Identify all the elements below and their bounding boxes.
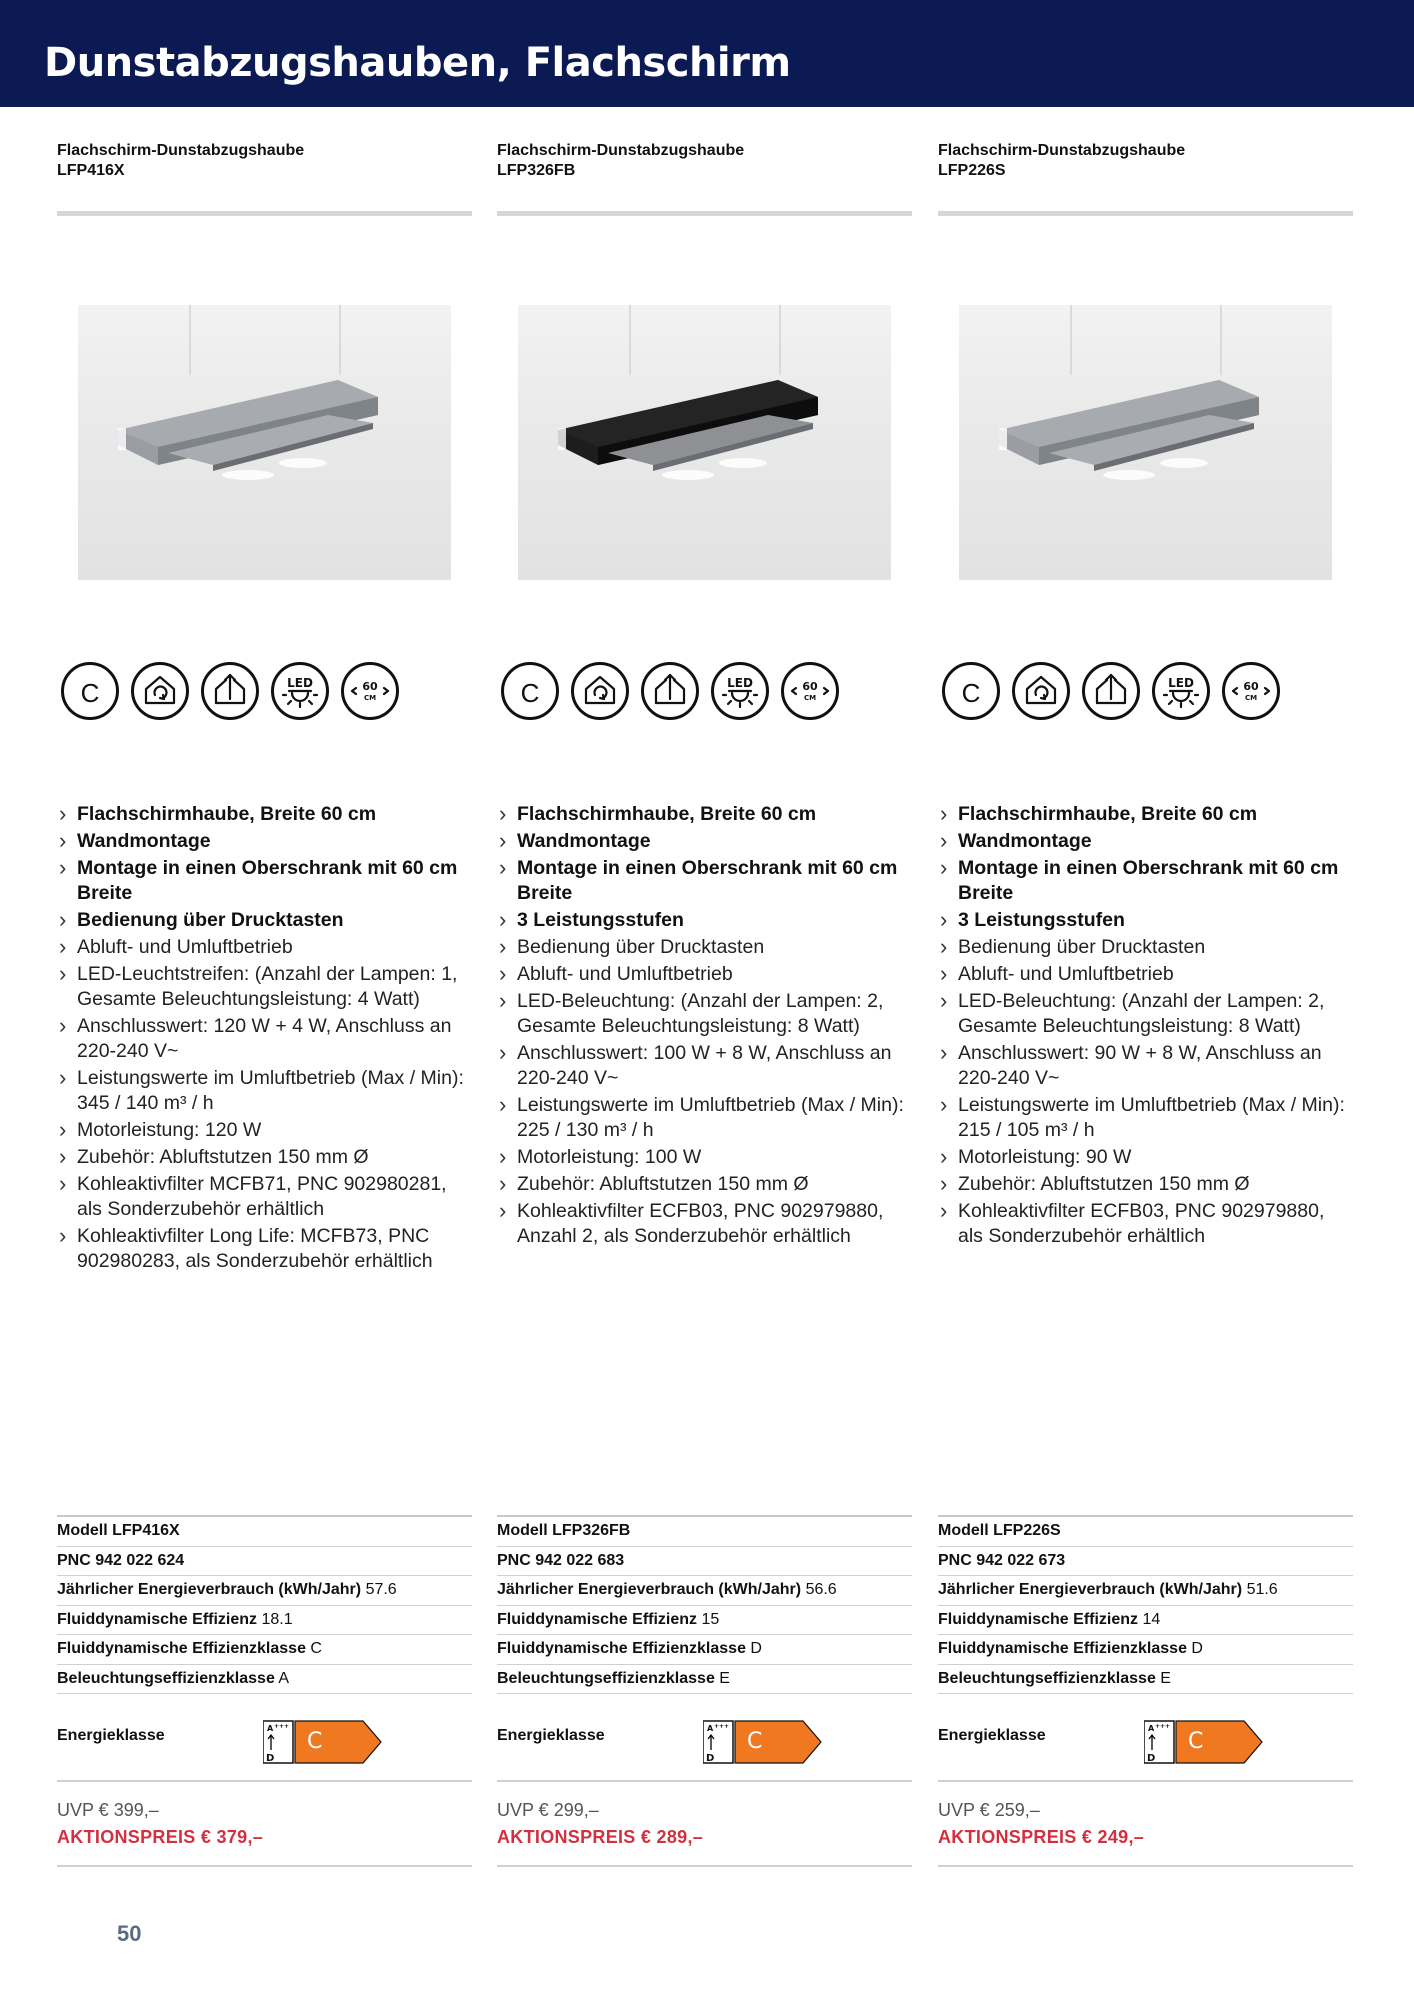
feature-item: › Kohleaktivfilter ECFB03, PNC 902979880, als Sonderzubehör erhältlich bbox=[938, 1199, 1353, 1249]
energy-label-badge bbox=[1144, 1720, 1264, 1769]
feature-icons bbox=[61, 662, 461, 722]
feature-item: › Flachschirmhaube, Breite 60 cm bbox=[938, 802, 1353, 827]
spec-row-energy-consumption: Jährlicher Energieverbrauch (kWh/Jahr) 57.6 bbox=[57, 1576, 472, 1606]
feature-list bbox=[497, 802, 912, 1251]
spec-row-pnc: PNC 942 022 624 bbox=[57, 1547, 472, 1577]
title-divider bbox=[497, 211, 912, 216]
uvp-price: UVP € 399,– bbox=[57, 1800, 159, 1820]
feature-item: › Flachschirmhaube, Breite 60 cm bbox=[57, 802, 472, 827]
spec-table bbox=[497, 1515, 912, 1782]
product-title bbox=[938, 141, 1353, 181]
feature-item: › Leistungswerte im Umluftbetrieb (Max / Min): 225 / 130 m³ / h bbox=[497, 1093, 912, 1143]
energy-class-row bbox=[497, 1694, 912, 1782]
svg-text:LED: LED bbox=[727, 676, 753, 690]
spec-table bbox=[57, 1515, 472, 1782]
feature-item: › Kohleaktivfilter Long Life: MCFB73, PNC 902980283, als Sonderzubehör erhältlich bbox=[57, 1224, 472, 1274]
svg-text:60: 60 bbox=[362, 680, 378, 693]
width-60cm-icon bbox=[781, 662, 839, 720]
spec-row-light-class: Beleuchtungseffizienzklasse A bbox=[57, 1665, 472, 1695]
svg-text:D: D bbox=[706, 1753, 715, 1764]
feature-item: › Zubehör: Abluftstutzen 150 mm Ø bbox=[938, 1172, 1353, 1197]
product-column bbox=[57, 107, 472, 1907]
price-block bbox=[938, 1797, 1353, 1867]
spec-row-fluid-efficiency: Fluiddynamische Effizienz 15 bbox=[497, 1606, 912, 1636]
svg-text:+++: +++ bbox=[714, 1723, 730, 1730]
feature-list bbox=[938, 802, 1353, 1251]
product-column bbox=[497, 107, 912, 1907]
product-category: Flachschirm-Dunstabzugshaube bbox=[57, 142, 305, 159]
product-title bbox=[497, 141, 912, 181]
energy-label-badge bbox=[263, 1720, 383, 1769]
feature-item: › Flachschirmhaube, Breite 60 cm bbox=[497, 802, 912, 827]
title-divider bbox=[938, 211, 1353, 216]
spec-row-fluid-class: Fluiddynamische Effizienzklasse D bbox=[938, 1635, 1353, 1665]
energy-class-letter: C bbox=[1188, 1729, 1204, 1754]
feature-item: › Abluft- und Umluftbetrieb bbox=[938, 962, 1353, 987]
energy-label-badge bbox=[703, 1720, 823, 1769]
feature-item: › Motorleistung: 100 W bbox=[497, 1145, 912, 1170]
energy-class-label: Energieklasse bbox=[57, 1727, 165, 1744]
svg-text:60: 60 bbox=[802, 680, 818, 693]
spec-row-fluid-efficiency: Fluiddynamische Effizienz 14 bbox=[938, 1606, 1353, 1636]
page-number: 50 bbox=[117, 1921, 142, 1946]
spec-row-light-class: Beleuchtungseffizienzklasse E bbox=[938, 1665, 1353, 1695]
extraction-icon bbox=[1082, 662, 1140, 720]
led-icon bbox=[1152, 662, 1210, 720]
price-block bbox=[57, 1797, 472, 1867]
feature-item: › Kohleaktivfilter MCFB71, PNC 902980281, als Sonderzubehör erhältlich bbox=[57, 1172, 472, 1222]
svg-text:+++: +++ bbox=[274, 1723, 290, 1730]
energy-class-letter: C bbox=[747, 1729, 763, 1754]
svg-text:D: D bbox=[266, 1753, 275, 1764]
feature-list bbox=[57, 802, 472, 1276]
price-block bbox=[497, 1797, 912, 1867]
product-title bbox=[57, 141, 472, 181]
spec-row-light-class: Beleuchtungseffizienzklasse E bbox=[497, 1665, 912, 1695]
svg-text:CM: CM bbox=[363, 694, 377, 702]
feature-item: › Anschlusswert: 90 W + 8 W, Anschluss an 220-240 V~ bbox=[938, 1041, 1353, 1091]
product-category: Flachschirm-Dunstabzugshaube bbox=[938, 142, 1186, 159]
spec-row-fluid-class: Fluiddynamische Effizienzklasse C bbox=[57, 1635, 472, 1665]
recirculation-icon bbox=[1012, 662, 1070, 720]
svg-text:A: A bbox=[267, 1724, 274, 1733]
product-image bbox=[518, 305, 891, 580]
feature-item: › Wandmontage bbox=[497, 829, 912, 854]
uvp-price: UVP € 259,– bbox=[938, 1800, 1040, 1820]
feature-item: › Montage in einen Oberschrank mit 60 cm Breite bbox=[938, 856, 1353, 906]
spec-row-pnc: PNC 942 022 683 bbox=[497, 1547, 912, 1577]
extraction-icon bbox=[201, 662, 259, 720]
promo-price: AKTIONSPREIS € 379,– bbox=[57, 1827, 264, 1847]
product-image bbox=[959, 305, 1332, 580]
svg-text:A: A bbox=[707, 1724, 714, 1733]
feature-item: › Leistungswerte im Umluftbetrieb (Max / Min): 345 / 140 m³ / h bbox=[57, 1066, 472, 1116]
feature-item: › Abluft- und Umluftbetrieb bbox=[497, 962, 912, 987]
promo-price: AKTIONSPREIS € 249,– bbox=[938, 1827, 1145, 1847]
product-model: LFP326FB bbox=[497, 162, 576, 179]
energy-class-c-icon: C bbox=[942, 662, 1000, 720]
energy-class-label: Energieklasse bbox=[497, 1727, 605, 1744]
svg-text:A: A bbox=[1148, 1724, 1155, 1733]
feature-item: › Montage in einen Oberschrank mit 60 cm Breite bbox=[497, 856, 912, 906]
feature-item: › Motorleistung: 120 W bbox=[57, 1118, 472, 1143]
led-icon bbox=[711, 662, 769, 720]
product-category: Flachschirm-Dunstabzugshaube bbox=[497, 142, 745, 159]
svg-text:CM: CM bbox=[1244, 694, 1258, 702]
feature-item: › LED-Beleuchtung: (Anzahl der Lampen: 2, Gesamte Beleuchtungsleistung: 8 Watt) bbox=[938, 989, 1353, 1039]
feature-item: › Bedienung über Drucktasten bbox=[497, 935, 912, 960]
spec-row-modell: Modell LFP226S bbox=[938, 1517, 1353, 1547]
recirculation-icon bbox=[571, 662, 629, 720]
price-divider bbox=[57, 1865, 472, 1867]
title-divider bbox=[57, 211, 472, 216]
energy-class-c-icon: C bbox=[501, 662, 559, 720]
energy-class-row bbox=[938, 1694, 1353, 1782]
recirculation-icon bbox=[131, 662, 189, 720]
feature-item: › Kohleaktivfilter ECFB03, PNC 902979880, Anzahl 2, als Sonderzubehör erhältlich bbox=[497, 1199, 912, 1249]
feature-item: › Anschlusswert: 100 W + 8 W, Anschluss an 220-240 V~ bbox=[497, 1041, 912, 1091]
width-60cm-icon bbox=[1222, 662, 1280, 720]
product-column bbox=[938, 107, 1353, 1907]
feature-item: › 3 Leistungsstufen bbox=[497, 908, 912, 933]
svg-text:+++: +++ bbox=[1155, 1723, 1171, 1730]
product-image bbox=[78, 305, 451, 580]
energy-class-c-icon: C bbox=[61, 662, 119, 720]
feature-item: › Zubehör: Abluftstutzen 150 mm Ø bbox=[57, 1145, 472, 1170]
spec-row-modell: Modell LFP416X bbox=[57, 1517, 472, 1547]
feature-item: › Montage in einen Oberschrank mit 60 cm Breite bbox=[57, 856, 472, 906]
promo-price: AKTIONSPREIS € 289,– bbox=[497, 1827, 704, 1847]
svg-text:LED: LED bbox=[287, 676, 313, 690]
feature-item: › LED-Beleuchtung: (Anzahl der Lampen: 2, Gesamte Beleuchtungsleistung: 8 Watt) bbox=[497, 989, 912, 1039]
extraction-icon bbox=[641, 662, 699, 720]
feature-item: › 3 Leistungsstufen bbox=[938, 908, 1353, 933]
feature-item: › Wandmontage bbox=[938, 829, 1353, 854]
spec-row-fluid-efficiency: Fluiddynamische Effizienz 18.1 bbox=[57, 1606, 472, 1636]
price-divider bbox=[497, 1865, 912, 1867]
product-model: LFP416X bbox=[57, 162, 125, 179]
spec-row-energy-consumption: Jährlicher Energieverbrauch (kWh/Jahr) 51.6 bbox=[938, 1576, 1353, 1606]
svg-text:LED: LED bbox=[1168, 676, 1194, 690]
feature-item: › Motorleistung: 90 W bbox=[938, 1145, 1353, 1170]
width-60cm-icon bbox=[341, 662, 399, 720]
feature-item: › Bedienung über Drucktasten bbox=[57, 908, 472, 933]
feature-item: › Zubehör: Abluftstutzen 150 mm Ø bbox=[497, 1172, 912, 1197]
svg-text:60: 60 bbox=[1243, 680, 1259, 693]
energy-class-row bbox=[57, 1694, 472, 1782]
product-model: LFP226S bbox=[938, 162, 1006, 179]
svg-text:D: D bbox=[1147, 1753, 1156, 1764]
svg-text:CM: CM bbox=[803, 694, 817, 702]
energy-class-label: Energieklasse bbox=[938, 1727, 1046, 1744]
price-divider bbox=[938, 1865, 1353, 1867]
energy-class-letter: C bbox=[307, 1729, 323, 1754]
feature-icons bbox=[501, 662, 901, 722]
spec-row-modell: Modell LFP326FB bbox=[497, 1517, 912, 1547]
spec-row-energy-consumption: Jährlicher Energieverbrauch (kWh/Jahr) 56.6 bbox=[497, 1576, 912, 1606]
page-title: Dunstabzugshauben, Flachschirm bbox=[44, 40, 791, 86]
feature-item: › Abluft- und Umluftbetrieb bbox=[57, 935, 472, 960]
feature-item: › Bedienung über Drucktasten bbox=[938, 935, 1353, 960]
spec-table bbox=[938, 1515, 1353, 1782]
uvp-price: UVP € 299,– bbox=[497, 1800, 599, 1820]
feature-icons bbox=[942, 662, 1342, 722]
led-icon bbox=[271, 662, 329, 720]
spec-row-fluid-class: Fluiddynamische Effizienzklasse D bbox=[497, 1635, 912, 1665]
feature-item: › Leistungswerte im Umluftbetrieb (Max / Min): 215 / 105 m³ / h bbox=[938, 1093, 1353, 1143]
page-header bbox=[0, 0, 1414, 107]
feature-item: › Wandmontage bbox=[57, 829, 472, 854]
spec-row-pnc: PNC 942 022 673 bbox=[938, 1547, 1353, 1577]
feature-item: › Anschlusswert: 120 W + 4 W, Anschluss an 220-240 V~ bbox=[57, 1014, 472, 1064]
feature-item: › LED-Leuchtstreifen: (Anzahl der Lampen: 1, Gesamte Beleuchtungsleistung: 4 Watt) bbox=[57, 962, 472, 1012]
